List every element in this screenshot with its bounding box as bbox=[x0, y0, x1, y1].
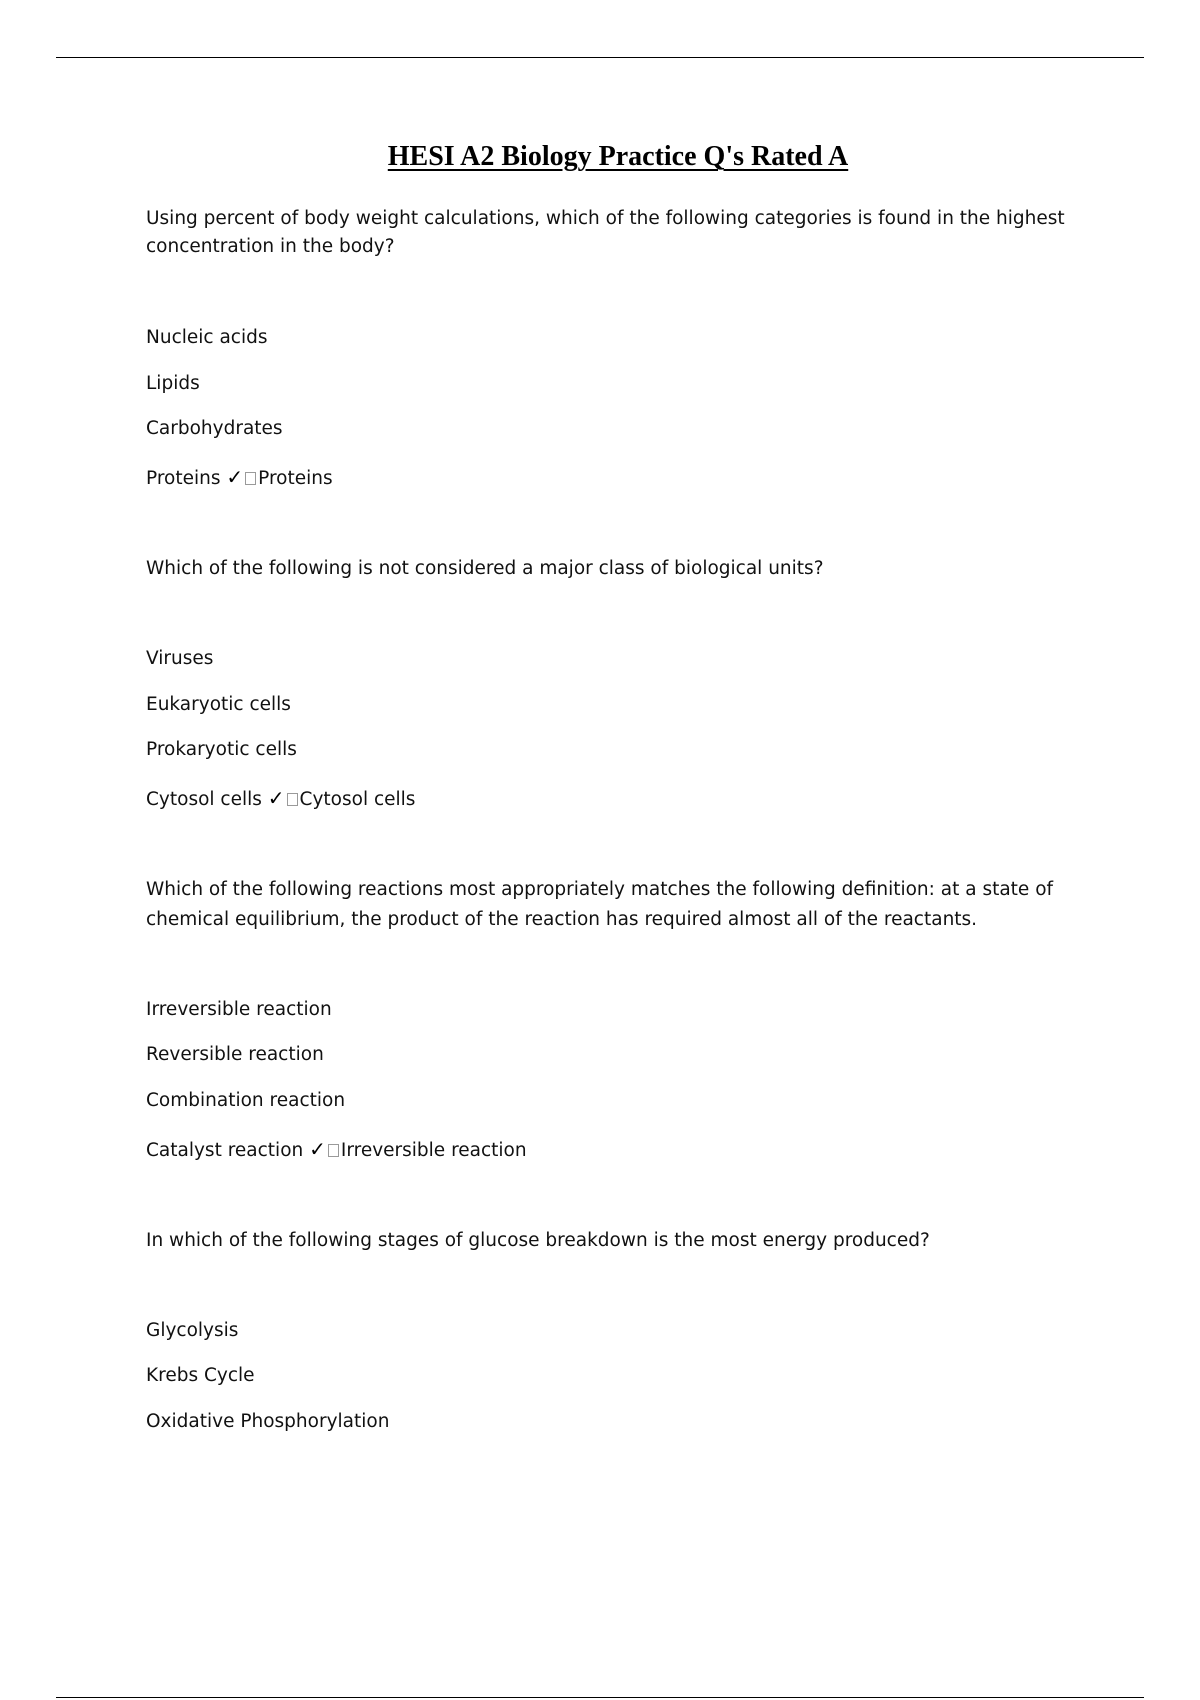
question-2-option-3: Prokaryotic cells bbox=[146, 739, 297, 760]
question-1-option-2: Lipids bbox=[146, 373, 200, 394]
question-4-option-1: Glycolysis bbox=[146, 1320, 239, 1341]
question-2-text: Which of the following is not considered a major class of biological units? bbox=[146, 558, 824, 579]
question-4-option-2: Krebs Cycle bbox=[146, 1365, 255, 1386]
question-1-option-4-with-answer bbox=[146, 463, 333, 493]
checkmark-icon: ✓ bbox=[226, 465, 244, 489]
question-3-option-2: Reversible reaction bbox=[146, 1044, 324, 1065]
option-text: Proteins bbox=[146, 468, 221, 489]
empty-box-icon bbox=[287, 793, 298, 806]
option-text: Cytosol cells bbox=[146, 789, 262, 810]
document-title: HESI A2 Biology Practice Q's Rated A bbox=[387, 141, 849, 172]
checkmark-icon: ✓ bbox=[309, 1137, 326, 1161]
question-2-option-2: Eukaryotic cells bbox=[146, 694, 291, 715]
header-rule bbox=[56, 57, 1144, 58]
checkmark-icon: ✓ bbox=[267, 786, 285, 810]
question-3-text-line1: Which of the following reactions most appropriately matches the following definition: at a state of bbox=[146, 879, 1054, 900]
question-2-option-4-with-answer bbox=[146, 784, 415, 814]
question-3-option-1: Irreversible reaction bbox=[146, 999, 332, 1020]
answer-text: Proteins bbox=[258, 468, 333, 489]
footer-rule bbox=[56, 1697, 1144, 1698]
question-1-text-line2: concentration in the body? bbox=[146, 236, 395, 257]
question-3-option-3: Combination reaction bbox=[146, 1090, 346, 1111]
option-text: Catalyst reaction bbox=[146, 1140, 304, 1161]
question-1-option-1: Nucleic acids bbox=[146, 327, 268, 348]
answer-text: Irreversible reaction bbox=[340, 1140, 527, 1161]
question-2-option-1: Viruses bbox=[146, 648, 214, 669]
empty-box-icon bbox=[328, 1144, 339, 1157]
question-3-option-4-with-answer bbox=[146, 1135, 527, 1165]
question-1-text-line1: Using percent of body weight calculations, which of the following categories is found in the highest bbox=[146, 208, 1065, 229]
question-3-text-line2: chemical equilibrium, the product of the reaction has required almost all of the reactants. bbox=[146, 909, 978, 930]
question-4-text: In which of the following stages of glucose breakdown is the most energy produced? bbox=[146, 1230, 930, 1251]
question-4-option-3: Oxidative Phosphorylation bbox=[146, 1411, 390, 1432]
question-1-option-3: Carbohydrates bbox=[146, 418, 283, 439]
answer-text: Cytosol cells bbox=[299, 789, 416, 810]
empty-box-icon bbox=[245, 472, 256, 485]
